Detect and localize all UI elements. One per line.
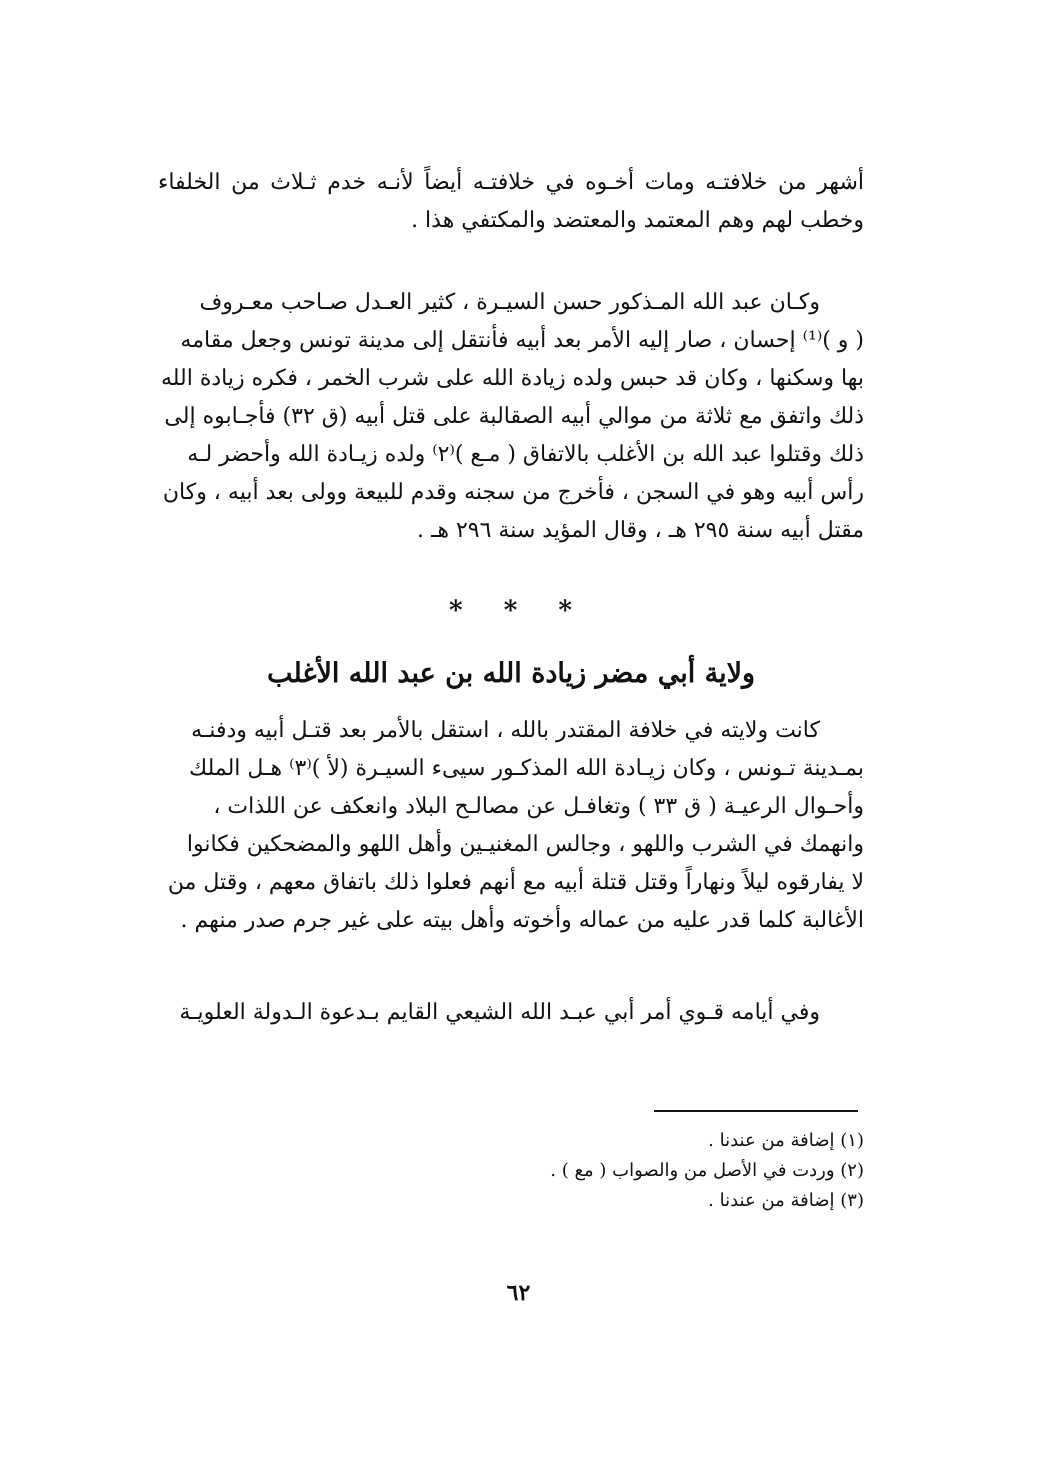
paragraph-line: ( و )⁽¹⁾ إحسان ، صار إليه الأمر بعد أبيه فأنتقل إلى مدينة تونس وجعل مقامه: [180, 328, 864, 353]
paragraph-line: أشهر من خلافتـه ومات أخـوه في خلافتـه أيضاً لأنـه خدم ثـلاث من الخلفاء: [158, 170, 864, 195]
paragraph-line: الأغالبة كلما قدر عليه من عماله وأخوته وأهل بيته على غير جرم صدر منهم .: [180, 908, 864, 933]
paragraph-line: بها وسكنها ، وكان قد حبس ولده زيادة الله على شرب الخمر ، فكره زيادة الله: [160, 366, 864, 391]
footnote: (٢) وردت في الأصل من والصواب ( مع ) .: [550, 1160, 864, 1181]
paragraph-3: [158, 712, 864, 940]
paragraph-line: وانهمك في الشرب واللهو ، وجالس المغنيـين وأهل اللهو والمضحكين فكانوا: [186, 832, 864, 857]
footnote-divider: [654, 1110, 858, 1112]
paragraph-1: [158, 164, 864, 240]
paragraph-line: لا يفارقوه ليلاً ونهاراً وقتل قتلة أبيه مع أنهم فعلوا ذلك باتفاق معهم ، وقتل من: [167, 870, 864, 895]
paragraph-line: وأحـوال الرعيـة ( ق ٣٣ ) وتغافـل عن مصالـح البلاد وانعكف عن اللذات ،: [213, 794, 864, 819]
page-number: ٦٢: [506, 1280, 531, 1306]
paragraph-line: بمـدينة تـونس ، وكان زيـادة الله المذكـور سيىء السيـرة (لأ )⁽٣⁾ هـل الملك: [189, 756, 864, 781]
paragraph-line: وخطب لهم وهم المعتمد والمعتضد والمكتفي هذا .: [411, 208, 864, 233]
section-heading: ولاية أبي مضر زيادة الله بن عبد الله الأغلب: [266, 658, 756, 689]
footnotes: [458, 1126, 864, 1216]
footnote: (١) إضافة من عندنا .: [708, 1130, 864, 1151]
paragraph-line: ذلك واتفق مع ثلاثة من موالي أبيه الصقالبة على قتل أبيه (ق ٣٢) فأجـابوه إلى: [164, 404, 864, 429]
paragraph-line: وفي أيامه قـوي أمر أبي عبـد الله الشيعي القايم بـدعوة الـدولة العلويـة: [179, 1000, 820, 1025]
paragraph-line: وكـان عبد الله المـذكور حسن السيـرة ، كثير العـدل صـاحب معـروف: [199, 290, 820, 315]
section-separator: * * *: [449, 596, 588, 626]
paragraph-line: ذلك وقتلوا عبد الله بن الأغلب بالاتفاق ( مـع )⁽٢⁾ ولده زيـادة الله وأحضر لـه: [187, 442, 864, 467]
paragraph-line: رأس أبيه وهو في السجن ، فأخرج من سجنه وقدم للبيعة وولى بعد أبيه ، وكان: [162, 480, 864, 505]
paragraph-line: كانت ولايته في خلافة المقتدر بالله ، استقل بالأمر بعد قتـل أبيه ودفنـه: [191, 718, 820, 743]
paragraph-2: [158, 284, 864, 550]
footnote: (٣) إضافة من عندنا .: [708, 1190, 864, 1211]
paragraph-line: مقتل أبيه سنة ٢٩٥ هـ ، وقال المؤيد سنة ٢٩٦ هـ .: [416, 518, 864, 543]
paragraph-4: [158, 994, 864, 1032]
